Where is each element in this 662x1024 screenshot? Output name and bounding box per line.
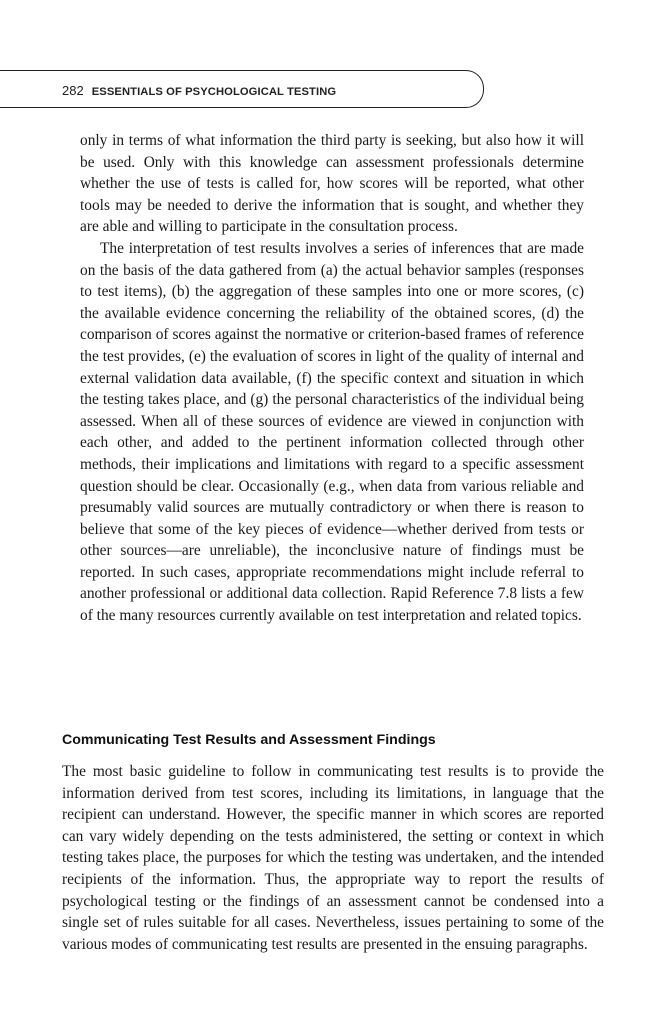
body-paragraph-1: only in terms of what information the third party is seeking, but also how it will be used. Only with this knowledge can assessment professionals determine whether the use of tests is called for, how scores will be reported, what other tools may be needed to derive the information that is sought, and whether they are able and willing to participate in the consultation process. (80, 132, 584, 236)
running-header-text (62, 84, 336, 99)
section-paragraph: The most basic guideline to follow in communicating test results is to provide the information derived from test scores, including its limitations, in language that the recipient can understand. However, the specific manner in which scores are reported can vary widely depending on the tests administered, the setting or context in which testing takes place, the purposes for which the testing was undertaken, and the intended recipients of the information. Thus, the appropriate way to report the results of psychological testing or the findings of an assessment cannot be condensed into a single set of rules suitable for all cases. Nevertheless, issues pertaining to some of the various modes of communicating test results are presented in the ensuing paragraphs. (62, 763, 604, 953)
page-number: 282 (62, 83, 84, 98)
book-title: ESSENTIALS OF PSYCHOLOGICAL TESTING (91, 86, 337, 98)
section-heading: Communicating Test Results and Assessment Findings (62, 732, 436, 748)
body-text (80, 130, 584, 627)
running-header (0, 70, 484, 108)
body-paragraph-2: The interpretation of test results involves a series of inferences that are made on the basis of the data gathered from (a) the actual behavior samples (responses to test items), (b) the aggregation of these samples into one or more scores, (c) the available evidence concerning the reliability of the obtained scores, (d) the comparison of scores against the normative or criterion-based frames of reference the test provides, (e) the evaluation of scores in light of the quality of internal and external validation data available, (f) the specific context and situation in which the testing takes place, and (g) the personal characteristics of the individual being assessed. When all of these sources of evidence are viewed in conjunction with each other, and added to the pertinent information collected through other methods, their implications and limitations with regard to a specific assessment question should be clear. Occasionally (e.g., when data from various reliable and presumably valid sources are mutually contradictory or when there is reason to believe that some of the key pieces of evidence—whether derived from tests or other sources—are unreliable), the inconclusive nature of findings must be reported. In such cases, appropriate recommendations might include referral to another professional or additional data collection. Rapid Reference 7.8 lists a few of the many resources currently available on test interpretation and related topics. (80, 239, 584, 625)
